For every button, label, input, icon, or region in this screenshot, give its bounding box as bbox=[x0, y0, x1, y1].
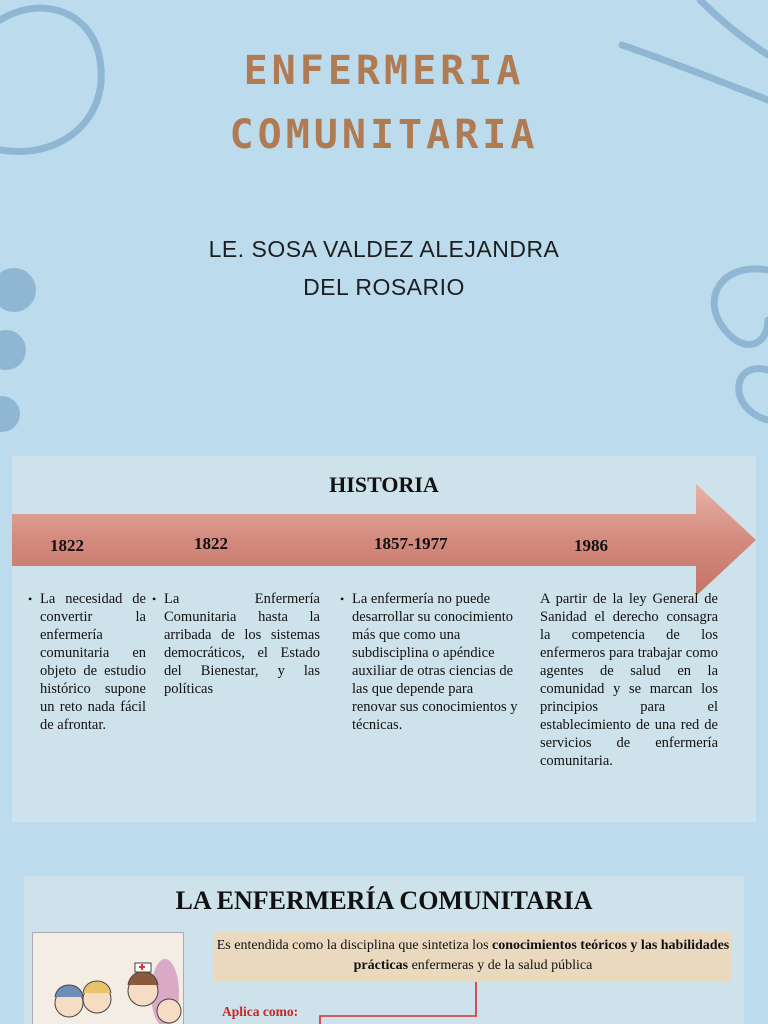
historia-text-3: • La enfermería no puede desarrollar su conocimiento más que como una subdisciplina o apéndice auxiliar de otras ciencias de las que depende para renovar sus conocimientos y técnicas. bbox=[340, 590, 520, 734]
definition-suffix: enfermeras y de la salud pública bbox=[408, 958, 593, 973]
year-3: 1857-1977 bbox=[374, 534, 448, 553]
dot-left-3 bbox=[0, 396, 20, 432]
historia-text-4: A partir de la ley General de Sanidad el derecho consagra la competencia de los enfermeros para trabajar como agentes de salud en la comunidad y se marcan los principios para el establecimiento de una red de servicios de enfermería comunitaria. bbox=[540, 591, 718, 769]
definition-bold: conocimientos teóricos y las habilidades prácticas bbox=[353, 938, 730, 973]
definition-box bbox=[214, 932, 732, 982]
applies-label: Aplica como: bbox=[222, 1004, 299, 1019]
comunitaria-title: LA ENFERMERÍA COMUNITARIA bbox=[175, 886, 593, 915]
year-4: 1986 bbox=[574, 536, 608, 555]
historia-title: HISTORIA bbox=[329, 472, 439, 497]
nurses-illustration-icon bbox=[32, 932, 184, 1024]
year-1: 1822 bbox=[50, 536, 84, 555]
definition-prefix: Es entendida como la disciplina que sintetiza los bbox=[216, 938, 493, 953]
author-line-2: DEL ROSARIO bbox=[303, 274, 465, 300]
dot-left-2 bbox=[0, 330, 26, 370]
historia-text-1: • La necesidad de convertir la enfermería comunitaria en objeto de estudio histórico supone un reto nada fácil de afrontar. bbox=[28, 590, 146, 734]
comunitaria-panel bbox=[24, 876, 744, 1024]
author-line-1: LE. SOSA VALDEZ ALEJANDRA bbox=[208, 236, 560, 262]
line-top-right-1 bbox=[700, 0, 768, 55]
title-line-2: COMUNITARIA bbox=[229, 112, 539, 158]
title-line-1: ENFERMERIA bbox=[243, 48, 525, 94]
historia-panel bbox=[12, 456, 756, 822]
historia-text-2: • La Enfermería Comunitaria hasta la arribada de los sistemas democráticos, el Estado del Bienestar, y las políticas bbox=[152, 590, 320, 698]
year-2: 1822 bbox=[194, 534, 228, 553]
